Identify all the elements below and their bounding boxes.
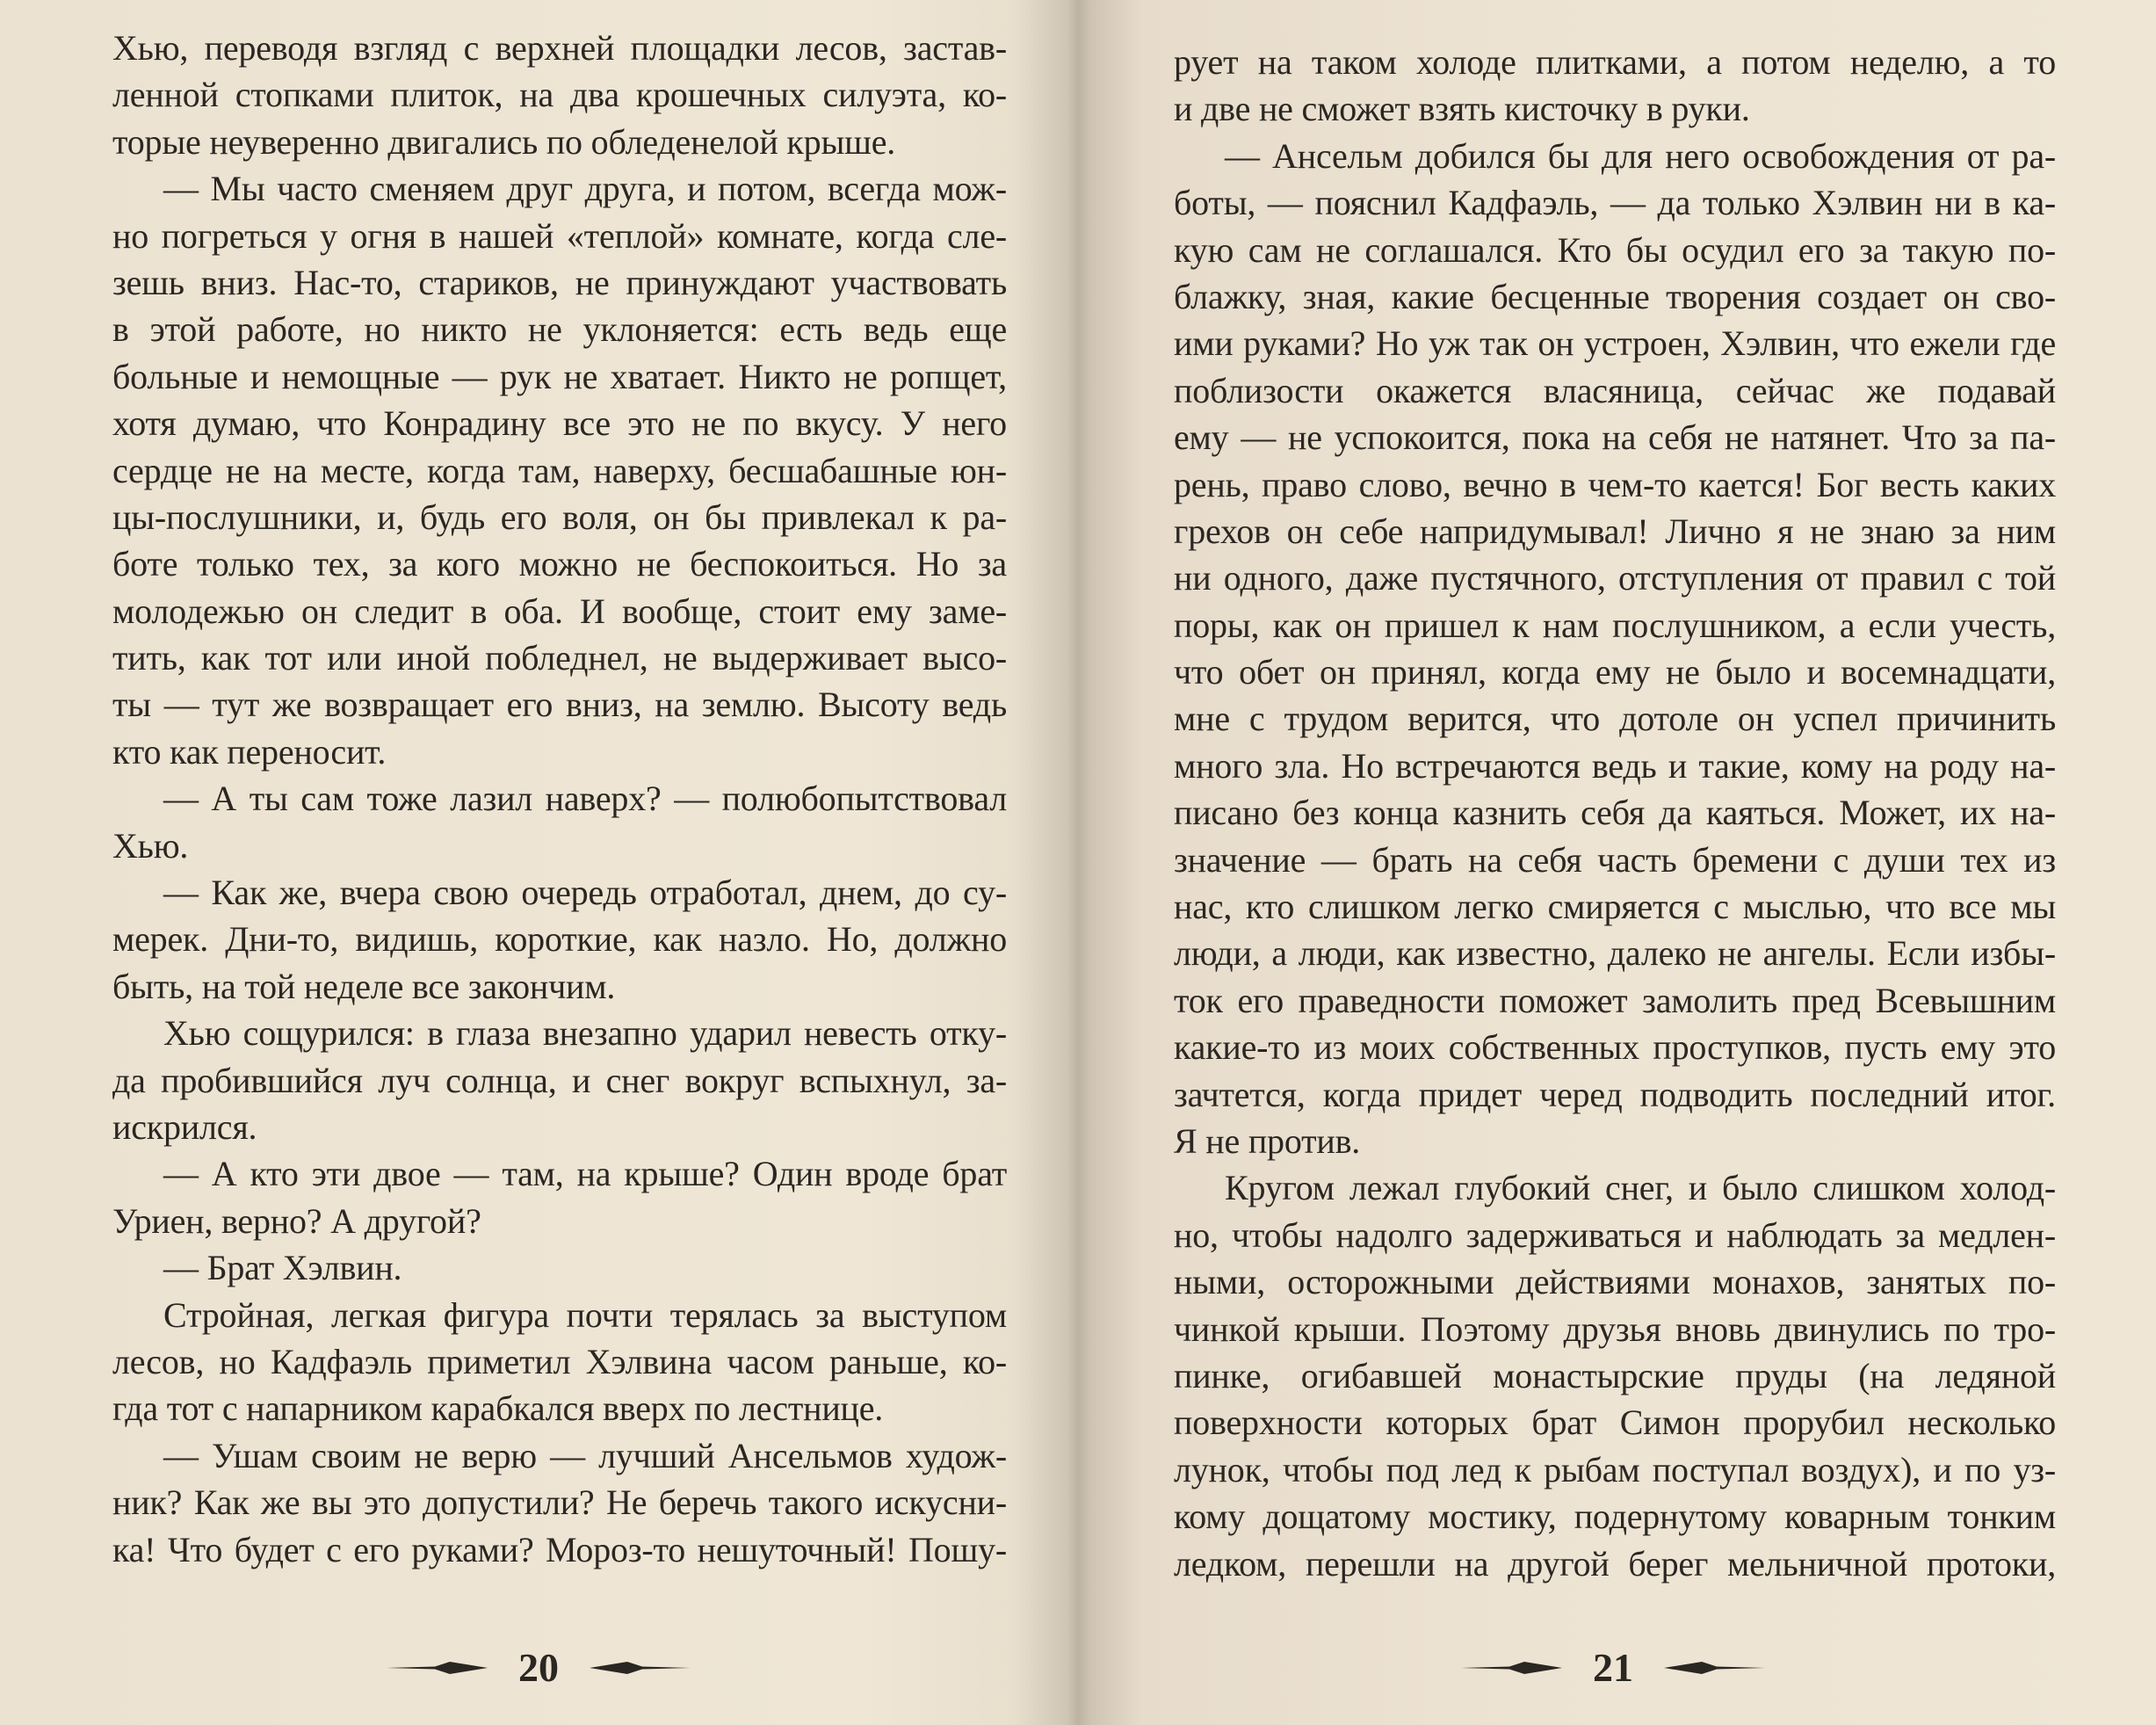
text-line: торые неуверенно двигались по обледенелой крыше. xyxy=(112,121,896,162)
ornament-arrow-left-icon xyxy=(590,1659,691,1677)
text-line: лесов, но Кадфаэль приметил Хэлвина часом раньше, ко- xyxy=(112,1341,1007,1381)
text-line: Стройная, легкая фигура почти терялась за выступом xyxy=(163,1294,1007,1335)
text-line: что обет он принял, когда ему не было и восемнадцати, xyxy=(1174,652,2056,692)
text-line: ни одного, даже пустячного, отступления от правил с той xyxy=(1174,558,2056,598)
text-line: ты — тут же возвращает его вниз, на землю. Высоту ведь xyxy=(112,685,1007,725)
text-line: но погреться у огня в нашей «теплой» комнате, когда сле- xyxy=(112,215,1007,256)
page-number: 20 xyxy=(518,1645,559,1690)
text-line: Кругом лежал глубокий снег, и было слишком холод- xyxy=(1225,1168,2056,1208)
text-line: — Ансельм добился бы для него освобождения от ра- xyxy=(1225,135,2056,176)
text-line: поблизости окажется власяница, сейчас же подавай xyxy=(1174,370,2056,410)
text-line: ими руками? Но уж так он устроен, Хэлвин, что ежели где xyxy=(1174,323,2056,364)
text-line: поверхности которых брат Симон прорубил несколько xyxy=(1174,1402,2056,1443)
text-line: ленной стопками плиток, на два крошечных силуэта, ко- xyxy=(112,75,1007,115)
text-line: рует на таком холоде плитками, а потом неделю, а то xyxy=(1174,42,2056,82)
text-line: — А ты сам тоже лазил наверх? — полюбопытствовал xyxy=(163,779,1007,819)
text-line: кому дощатому мостику, подернутому коварным тонким xyxy=(1174,1497,2056,1537)
text-line: — Брат Хэлвин. xyxy=(163,1248,402,1288)
right-page-text xyxy=(1174,39,2056,1587)
ornament-arrow-right-icon xyxy=(1461,1659,1562,1677)
text-line: пинке, огибавшей монастырские пруды (на ледяной xyxy=(1174,1355,2056,1395)
text-line: Хью. xyxy=(112,825,189,866)
text-line: искрился. xyxy=(112,1106,257,1147)
text-line: цы-послушники, и, будь его воля, он бы привлекал к ра- xyxy=(112,496,1007,537)
text-line: мерек. Дни-то, видишь, короткие, как назло. Но, должно xyxy=(112,919,1007,960)
text-line: ными, осторожными действиями монахов, занятых по- xyxy=(1174,1262,2056,1302)
text-line: молодежью он следит в оба. И вообще, стоит ему заме- xyxy=(112,591,1007,631)
text-line: боты, — пояснил Кадфаэль, — да только Хэлвин ни в ка- xyxy=(1174,183,2056,223)
text-line: Я не против. xyxy=(1174,1120,1361,1161)
text-line: какие-то из моих собственных проступков, пусть ему это xyxy=(1174,1027,2056,1068)
text-line: в этой работе, но никто не уклоняется: есть ведь еще xyxy=(112,309,1007,350)
text-line: лунок, чтобы под лед к рыбам поступал воздух), и по уз- xyxy=(1174,1449,2056,1489)
text-line: люди, а люди, как известно, далеко не ангелы. Если избы- xyxy=(1174,933,2056,974)
text-line: кто как переносит. xyxy=(112,731,387,772)
text-line: поры, как он пришел к нам послушником, а если учесть, xyxy=(1174,605,2056,645)
text-line: зешь вниз. Нас-то, стариков, не принуждают участвовать xyxy=(112,262,1007,302)
left-page-text xyxy=(112,25,1007,1573)
text-line: много зла. Но встречаются ведь и такие, кому на роду на- xyxy=(1174,745,2056,786)
text-line: хотя думаю, что Конрадину все это не по вкусу. У него xyxy=(112,403,1007,444)
text-line: да пробившийся луч солнца, и снег вокруг вспыхнул, за- xyxy=(112,1060,1007,1100)
text-line: но, чтобы надолго задерживаться и наблюдать за медлен- xyxy=(1174,1214,2056,1255)
text-line: гда тот с напарником карабкался вверх по лестнице. xyxy=(112,1388,884,1429)
text-line: ему — не успокоится, пока на себя не натянет. Что за па- xyxy=(1174,417,2056,458)
text-line: Хью, переводя взгляд с верхней площадки лесов, застав- xyxy=(112,28,1007,68)
text-line: боте только тех, за кого можно не беспокоиться. Но за xyxy=(112,544,1007,584)
text-line: рень, право слово, вечно в чем-то кается! Бог весть каких xyxy=(1174,464,2056,504)
text-line: — Ушам своим не верю — лучший Ансельмов худож- xyxy=(163,1435,1007,1475)
text-line: ник? Как же вы это допустили? Не беречь такого искусни- xyxy=(112,1482,1007,1523)
text-line: нас, кто слишком легко смиряется с мыслью, что все мы xyxy=(1174,887,2056,927)
left-page xyxy=(0,0,1063,1725)
text-line: Уриен, верно? А другой? xyxy=(112,1200,481,1241)
text-line: Хью сощурился: в глаза внезапно ударил невесть отку- xyxy=(163,1013,1007,1054)
ornament-arrow-right-icon xyxy=(387,1659,488,1677)
ornament-arrow-left-icon xyxy=(1664,1659,1765,1677)
text-line: тить, как тот или иной побледнел, не выдерживает высо- xyxy=(112,638,1007,678)
text-line: больные и немощные — рук не хватает. Никто не ропщет, xyxy=(112,356,1007,396)
text-line: быть, на той неделе все закончим. xyxy=(112,966,616,1006)
page-number-footer xyxy=(387,1642,691,1694)
text-line: сердце не на месте, когда там, наверху, бесшабашные юн- xyxy=(112,450,1007,490)
page-number: 21 xyxy=(1593,1645,1633,1690)
text-line: — Мы часто сменяем друг друга, и потом, всегда мож- xyxy=(163,169,1007,209)
text-line: ток его праведности поможет замолить пред Всевышним xyxy=(1174,980,2056,1020)
text-line: значение — брать на себя часть бремени с души тех из xyxy=(1174,839,2056,880)
right-page xyxy=(1079,0,2156,1725)
text-line: ледком, перешли на другой берег мельничной протоки, xyxy=(1174,1543,2056,1584)
text-line: — А кто эти двое — там, на крыше? Один вроде брат xyxy=(163,1154,1007,1194)
text-line: ка! Что будет с его руками? Мороз-то нешуточный! Пошу- xyxy=(112,1529,1007,1569)
text-line: кую сам не соглашался. Кто бы осудил его за такую по- xyxy=(1174,229,2056,270)
text-line: и две не сможет взять кисточку в руки. xyxy=(1174,89,1750,129)
text-line: чинкой крыши. Поэтому друзья вновь двинулись по тро- xyxy=(1174,1308,2056,1349)
text-line: грехов он себе напридумывал! Лично я не знаю за ним xyxy=(1174,511,2056,551)
text-line: зачтется, когда придет черед подводить последний итог. xyxy=(1174,1074,2056,1114)
text-line: — Как же, вчера свою очередь отработал, днем, до су- xyxy=(163,873,1007,913)
text-line: мне с трудом верится, что дотоле он успел причинить xyxy=(1174,699,2056,739)
page-number-footer xyxy=(1461,1642,1765,1694)
text-line: писано без конца казнить себя да каяться. Может, их на- xyxy=(1174,793,2056,833)
text-line: блажку, зная, какие бесценные творения создает он сво- xyxy=(1174,276,2056,316)
